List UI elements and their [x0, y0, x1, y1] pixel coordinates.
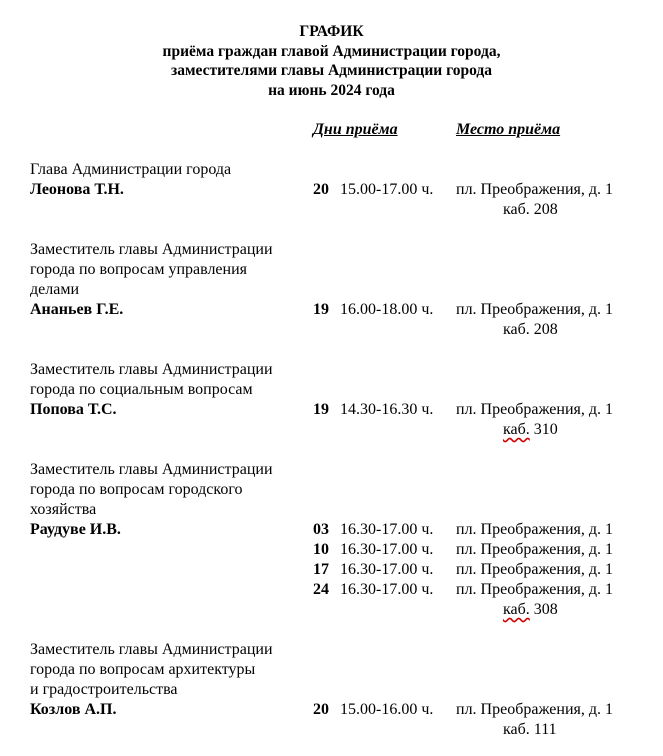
slot-row [0, 700, 663, 720]
role-line: хозяйства [30, 501, 97, 518]
role-line: и градостроительства [30, 681, 178, 698]
room-prefix: каб. [503, 421, 530, 438]
slot-row [0, 540, 663, 560]
room-number [503, 600, 558, 620]
room-number [503, 320, 558, 340]
column-header-days: Дни приёма [313, 121, 398, 138]
title-line-3: на июнь 2024 года [268, 81, 395, 99]
room-prefix: каб. [503, 721, 530, 738]
title-line-2: заместителями главы Администрации города [170, 62, 493, 79]
official-name: Ананьев Г.Е. [30, 301, 124, 318]
official-name: Леонова Т.Н. [30, 181, 124, 198]
official-name: Попова Т.С. [30, 401, 117, 418]
room-number [503, 420, 558, 440]
role-line: Заместитель главы Администрации [30, 361, 273, 378]
slot-time: 16.30-17.00 ч. [340, 521, 434, 538]
official-name: Козлов А.П. [30, 701, 117, 718]
room-value: 308 [533, 601, 558, 618]
slot-place: пл. Преображения, д. 1 [456, 541, 614, 558]
slot-time: 16.00-18.00 ч. [340, 301, 434, 318]
role-line: Глава Администрации города [30, 161, 232, 178]
slot-place: пл. Преображения, д. 1 [456, 701, 614, 718]
slot-row [0, 180, 663, 200]
slot-row [0, 400, 663, 420]
room-prefix: каб. [503, 601, 530, 618]
slot-day: 10 [313, 541, 329, 558]
role-line: города по вопросам городского [30, 481, 243, 498]
slot-place: пл. Преображения, д. 1 [456, 521, 614, 538]
slot-time: 14.30-16.30 ч. [340, 401, 434, 418]
room-prefix: каб. [503, 201, 530, 218]
room-value: 111 [533, 721, 557, 738]
room-value: 310 [533, 421, 558, 438]
slot-time: 16.30-17.00 ч. [340, 541, 434, 558]
document-title [0, 22, 663, 100]
slot-place: пл. Преображения, д. 1 [456, 561, 614, 578]
title-heading: ГРАФИК [299, 23, 364, 40]
column-header-place: Место приёма [456, 121, 561, 138]
slot-row [0, 520, 663, 540]
slot-row [0, 300, 663, 320]
role-line: Заместитель главы Администрации [30, 461, 273, 478]
slot-place: пл. Преображения, д. 1 [456, 581, 614, 598]
official-name: Раудуве И.В. [30, 521, 121, 538]
slot-day: 17 [313, 561, 329, 578]
slot-place: пл. Преображения, д. 1 [456, 301, 614, 318]
room-prefix: каб. [503, 321, 530, 338]
role-line: Заместитель главы Администрации [30, 241, 273, 258]
room-value: 208 [533, 201, 558, 218]
role-line: города по вопросам архитектуры [30, 661, 256, 678]
title-line-1: приёма граждан главой Администрации города, [162, 42, 501, 60]
room-number [503, 720, 557, 740]
slot-day: 20 [313, 701, 329, 718]
role-line: города по вопросам управления [30, 261, 248, 278]
slot-row [0, 580, 663, 600]
slot-day: 19 [313, 401, 329, 418]
slot-day: 20 [313, 181, 329, 198]
room-number [503, 200, 558, 220]
slot-day: 03 [313, 521, 329, 538]
slot-time: 16.30-17.00 ч. [340, 581, 434, 598]
slot-time: 15.00-16.00 ч. [340, 701, 434, 718]
slot-day: 19 [313, 301, 329, 318]
role-line: Заместитель главы Администрации [30, 641, 273, 658]
room-value: 208 [533, 321, 558, 338]
role-line: города по социальным вопросам [30, 381, 253, 398]
slot-time: 16.30-17.00 ч. [340, 561, 434, 578]
slot-place: пл. Преображения, д. 1 [456, 401, 614, 418]
slot-day: 24 [313, 581, 329, 598]
slot-place: пл. Преображения, д. 1 [456, 181, 614, 198]
slot-row [0, 560, 663, 580]
slot-time: 15.00-17.00 ч. [340, 181, 434, 198]
role-line: делами [30, 281, 80, 298]
